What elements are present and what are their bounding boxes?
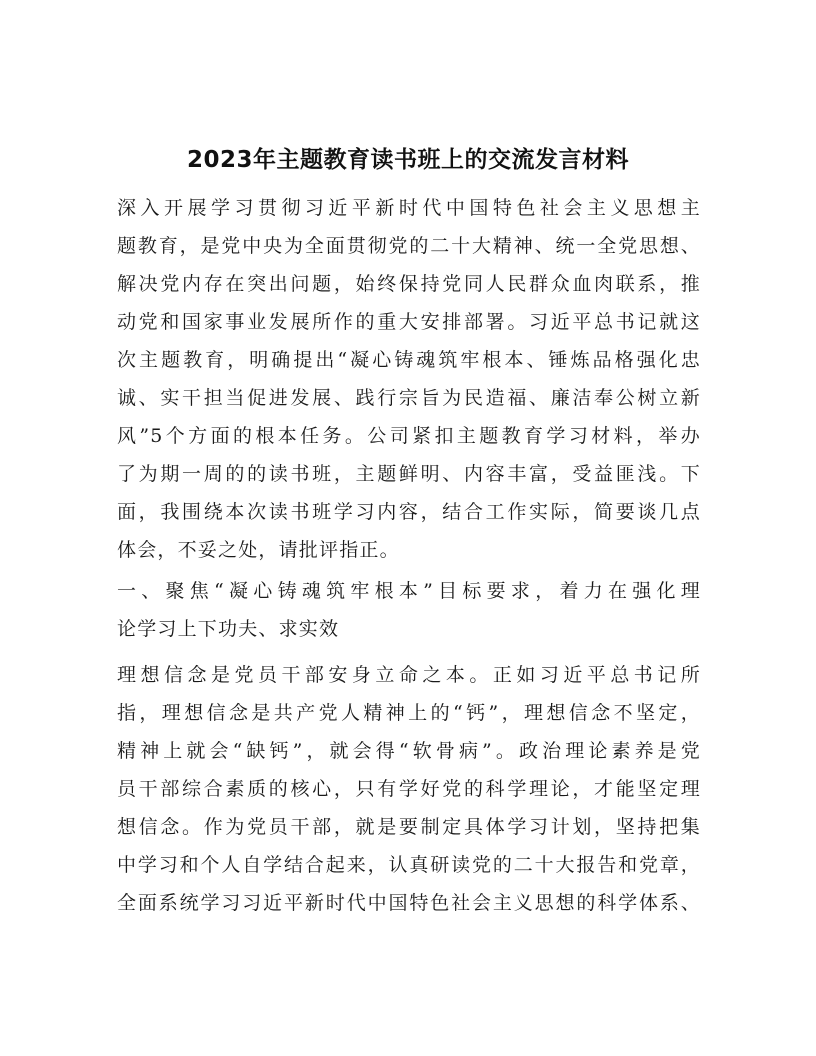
document-title: 2023年主题教育读书班上的交流发言材料 <box>186 147 629 173</box>
text-line: 中学习和个人自学结合起来，认真研读党的二十大报告和党章， <box>117 854 701 876</box>
text-line: 精神上就会“缺钙”，就会得“软骨病”。政治理论素养是党 <box>117 740 701 762</box>
text-line: 深入开展学习贯彻习近平新时代中国特色社会主义思想主 <box>117 197 701 219</box>
text-line: 次主题教育，明确提出“凝心铸魂筑牢根本、锤炼品格强化忠 <box>117 349 701 371</box>
text-line: 论学习上下功夫、求实效 <box>117 618 340 640</box>
text-line: 解决党内存在突出问题，始终保持党同人民群众血肉联系，推 <box>117 273 701 295</box>
text-line: 了为期一周的的读书班，主题鲜明、内容丰富，受益匪浅。下 <box>117 463 701 485</box>
section-heading-1 <box>117 572 701 648</box>
paragraph-section-1 <box>117 656 701 922</box>
text-line: 一、聚焦“凝心铸魂筑牢根本”目标要求，着力在强化理 <box>117 580 701 602</box>
text-line: 想信念。作为党员干部，就是要制定具体学习计划，坚持把集 <box>117 816 701 838</box>
text-line: 诚、实干担当促进发展、践行宗旨为民造福、廉洁奉公树立新 <box>117 387 701 409</box>
paragraph-intro <box>117 189 701 569</box>
text-line: 理想信念是党员干部安身立命之本。正如习近平总书记所 <box>117 664 701 686</box>
text-line: 指，理想信念是共产党人精神上的“钙”，理想信念不坚定， <box>117 702 701 724</box>
text-line: 题教育，是党中央为全面贯彻党的二十大精神、统一全党思想、 <box>117 235 701 257</box>
text-line: 风”5个方面的根本任务。公司紧扣主题教育学习材料，举办 <box>117 425 701 447</box>
text-line: 全面系统学习习近平新时代中国特色社会主义思想的科学体系、 <box>117 892 701 914</box>
text-line: 动党和国家事业发展所作的重大安排部署。习近平总书记就这 <box>117 311 701 333</box>
text-line: 体会，不妥之处，请批评指正。 <box>117 539 400 561</box>
text-line: 面，我围绕本次读书班学习内容，结合工作实际，简要谈几点 <box>117 501 701 523</box>
text-line: 员干部综合素质的核心，只有学好党的科学理论，才能坚定理 <box>117 778 701 800</box>
